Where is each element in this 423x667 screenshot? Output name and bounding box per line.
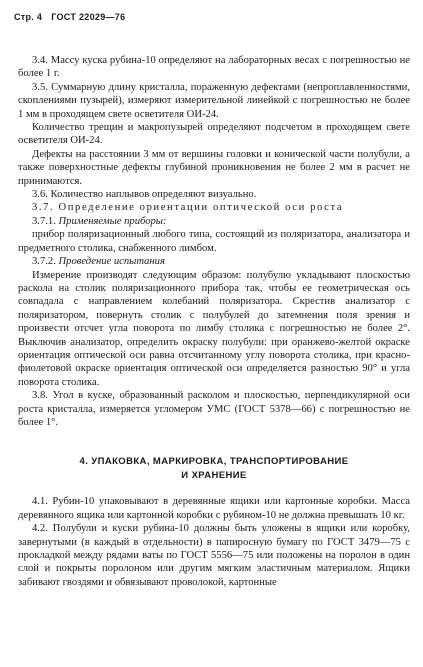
paragraph-4-1: 4.1. Рубин-10 упаковывают в деревянные ящики или картонные коробки. Масса деревянного ящика или картонной коробки с рубином-10 не должна превышать 10 кг.	[18, 496, 410, 521]
paragraph-defects: Дефекты на расстоянии 3 мм от вершины головки и конической части полубули, а также поверхностные дефекты глубиной проникновения не более 2 мм в расчет не принимаются.	[18, 148, 410, 187]
paragraph-3-4: 3.4. Массу куска рубина-10 определяют на лабораторных весах с погрешностью не более 1 г.	[18, 55, 410, 80]
clause-number: 3.7.2.	[32, 256, 56, 268]
paragraph-3-7-2-heading	[18, 255, 410, 268]
paragraph-4-2: 4.2. Полубули и куски рубина-10 должны быть уложены в ящики или коробку, завернутыми (в каждый в отдельности) в папиросную бумагу по ГОСТ 3479—75 с прокладкой между рядами ваты по ГОСТ 5556—75 или положены на поролон в один слой и покрыты поролоном или другим мягким эластичным материалом. Ящики забивают гвоздями и обвязывают проволокой, картонные	[18, 523, 410, 588]
paragraph-3-8: 3.8. Угол в куске, образованный расколом и плоскостью, перпендикулярной оси роста кристалла, измеряется угломером УМС (ГОСТ 5378—66) с погрешностью не более 1°.	[18, 390, 410, 428]
paragraph-instruments: прибор поляризационный любого типа, состоящий из поляризатора, анализатора и предметного столика, снабженного лимбом.	[18, 229, 410, 254]
section-4-title: 4. УПАКОВКА, МАРКИРОВКА, ТРАНСПОРТИРОВАНИЕ	[79, 456, 349, 468]
clause-title: Проведение испытания	[58, 256, 165, 268]
section-4-title-continued: И ХРАНЕНИЕ	[181, 470, 247, 482]
page-number: Стр. 4	[14, 12, 43, 22]
paragraph-cracks: Количество трещин и макропузырей определяют подсчетом в проходящем свете осветителя ОИ-24.	[18, 122, 410, 147]
standard-number: ГОСТ 22029—76	[51, 12, 126, 22]
clause-number: 3.7.1.	[32, 215, 56, 227]
paragraph-3-7-1-heading	[18, 215, 410, 228]
paragraph-3-5: 3.5. Суммарную длину кристалла, пораженную дефектами (непроплавленностями, скоплениями пузырей), измеряют измерительной линейкой с погрешностью не более 1 мм в проходящем свете осветителя ОИ-24.	[18, 81, 410, 120]
clause-title: Применяемые приборы:	[58, 215, 167, 227]
page-header	[14, 11, 134, 24]
paragraph-measurement: Измерение производят следующим образом: полубулю укладывают плоскостью раскола на столик поляризационного прибора так, чтобы ее геометрическая ось совпадала с направлением колебаний поляризатора. Скрестив анализатор с поляризатором, повернуть столик с полубулей до затемнения поля зрения и произвести отсчет угла поворота по лимбу столика с погрешностью не более 2°. Выключив анализатор, определить окраску полубули: при оранжево-желтой окраске ориентация оптической оси равна отсчитанному углу поворота столика, при красно-фиолетовой окраске ориентация оптической оси определяется разностью 90° и угла поворота столика.	[18, 269, 410, 388]
paragraph-3-6: 3.6. Количество наплывов определяют визуально.	[32, 189, 257, 201]
document-body	[18, 54, 410, 589]
paragraph-3-7-heading: 3.7. Определение ориентации оптической оси роста	[32, 202, 344, 214]
